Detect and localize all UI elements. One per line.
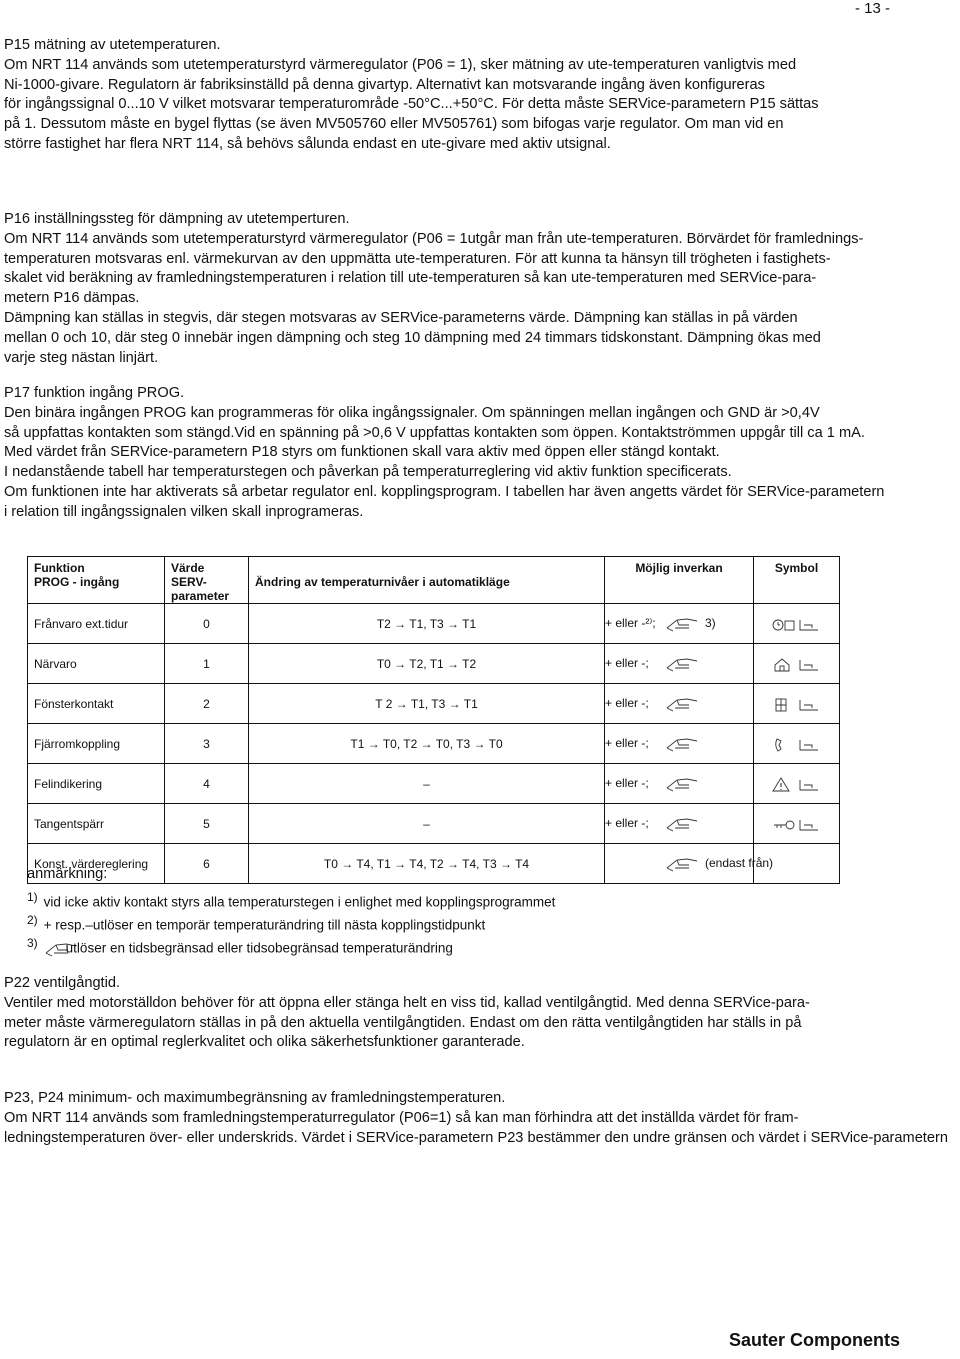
cell-andring: T 2 → T1, T3 → T1: [249, 684, 605, 724]
section-line: skalet vid beräkning av framledningstemperaturen i relation till ute-temperaturen så kan ute-temperaturen med SERVice-para-: [4, 270, 817, 287]
cell-symbol: [754, 724, 840, 764]
note-mark: 3): [27, 936, 38, 950]
cell-inverkan: [605, 804, 754, 844]
section-line: för ingångssignal 0...10 V vilket motsvarar temperaturområde -50°C...+50°C. För detta måste SERVice-parametern P15 sättas: [4, 96, 819, 113]
cell-inverkan: [605, 604, 754, 644]
cell-inverkan: [605, 724, 754, 764]
cell-symbol: [754, 804, 840, 844]
section-line: Dämpning kan ställas in stegvis, där stegen motsvaras av SERVice-parameterns värde. Dämpning kan ställas in på värden: [4, 309, 798, 326]
cell-varde: 6: [165, 844, 249, 884]
cell-inverkan: [605, 844, 774, 884]
hand-icon: [665, 696, 699, 712]
hand-icon: [665, 616, 699, 632]
section-line: Om NRT 114 används som utetemperaturstyrd värmeregulator (P06 = 1), sker mätning av ute-temperaturen vanligtvis med: [4, 56, 797, 73]
phone-icon: [772, 736, 822, 752]
note-text: + resp.–utlöser en temporär temperaturändring till nästa kopplingstidpunkt: [43, 917, 486, 933]
section-line: I nedanstående tabell har temperaturstegen och påverkan på temperaturreglering vid aktiv funktion specificerats.: [4, 464, 732, 481]
section-p22: [4, 974, 960, 1053]
cell-symbol: [754, 764, 840, 804]
section-line: metern P16 dämpas.: [4, 290, 140, 307]
page-number: - 13 -: [854, 0, 890, 17]
cell-varde: 0: [165, 604, 249, 644]
warning-icon: [772, 776, 822, 792]
cell-varde: 3: [165, 724, 249, 764]
section-line: Om funktionen inte har aktiverats så arbetar regulator enl. kopplingsprogram. I tabellen har även angetts värdet för SERVice-parametern: [4, 483, 885, 500]
inverkan-text: + eller -;: [605, 815, 649, 830]
cell-andring: T2 → T1, T3 → T1: [249, 604, 605, 644]
cell-varde: 1: [165, 644, 249, 684]
section-line: Ni-1000-givare. Regulatorn är fabriksinställd på denna givartyp. Alternativt kan motsvarande ingång även konfigureras: [4, 76, 765, 93]
hand-icon: [665, 856, 699, 872]
section-line: Om NRT 114 används som utetemperaturstyrd värmeregulator (P06 = 1utgår man från ute-temperaturen. Börvärdet för framlednings-: [4, 230, 864, 247]
note-item: [27, 932, 555, 955]
cell-andring: T1 → T0, T2 → T0, T3 → T0: [249, 724, 605, 764]
section-p23-p24: [4, 1089, 960, 1148]
cell-funktion: Konst. värdereglering: [28, 844, 165, 884]
section-line: P22 ventilgångtid.: [4, 975, 121, 991]
cell-inverkan: [605, 764, 754, 804]
section-line: P16 inställningssteg för dämpning av utetemperturen.: [4, 211, 350, 227]
inverkan-extra: 3): [705, 615, 716, 630]
section-line: mellan 0 och 10, där steg 0 innebär ingen dämpning och steg 10 dämpning med 24 timmars tidskonstant. Dämpning ökas med: [4, 329, 821, 346]
header-andring: Ändring av temperaturnivåer i automatikläge: [249, 557, 605, 604]
section-p15: [4, 36, 960, 155]
section-line: Ventiler med motorställdon behöver för att öppna eller stänga helt en viss tid, kallad ventilgångtid. Med denna SERVice-para-: [4, 994, 810, 1011]
notes-title: anmärkning:: [27, 866, 108, 882]
section-line: P23, P24 minimum- och maximumbegränsning av framledningstemperaturen.: [4, 1090, 506, 1106]
section-p17: [4, 384, 960, 523]
section-line: så uppfattas kontakten som stängd.Vid en spänning på >0,6 V uppfattas kontakten som öppen. Kontaktströmmen uppgår till ca 1 mA.: [4, 424, 865, 441]
hand-icon: [665, 656, 699, 672]
section-line: temperaturen motsvaras enl. värmekurvan av den uppmätta ute-temperaturen. För att kunna ta hänsyn till trögheten i fastighets-: [4, 250, 831, 267]
note-mark: 2): [27, 913, 38, 927]
header-inverkan: Möjlig inverkan: [605, 557, 754, 604]
hand-icon: [665, 776, 699, 792]
cell-varde: 5: [165, 804, 249, 844]
header-funktion: Funktion PROG - ingång: [28, 557, 165, 604]
cell-symbol: [754, 644, 840, 684]
note-text: utlöser en tidsbegränsad eller tidsobegränsad temperaturändring: [65, 940, 453, 956]
section-line: i relation till ingångssignalen vilken skall inprogrameras.: [4, 503, 364, 520]
cell-symbol: [754, 684, 840, 724]
table-row: [28, 804, 840, 844]
table-row: [28, 684, 840, 724]
clock-sun-icon: [772, 616, 822, 632]
cell-funktion: Felindikering: [28, 764, 165, 804]
section-line: regulatorn är en optimal reglerkvalitet och olika säkerhetsfunktioner garanterade.: [4, 1034, 525, 1051]
section-line: Om NRT 114 används som framledningstemperaturregulator (P06=1) så kan man förhindra att det inställda värdet för fram-: [4, 1109, 799, 1126]
section-line: varje steg nästan linjärt.: [4, 349, 159, 366]
cell-varde: 4: [165, 764, 249, 804]
cell-varde: 2: [165, 684, 249, 724]
hand-icon: [44, 941, 66, 957]
header-varde: Värde SERV- parameter: [165, 557, 249, 604]
footer-brand: Sauter Components: [728, 1330, 900, 1350]
cell-symbol: [754, 604, 840, 644]
note-item: [27, 909, 555, 932]
cell-funktion: Frånvaro ext.tidur: [28, 604, 165, 644]
section-line: meter måste värmeregulatorn ställas in på den aktuella ventilgångtiden. Endast om den rätta ventilgångtiden har ställs in på: [4, 1014, 802, 1031]
prog-function-table: [27, 556, 840, 884]
section-p16: [4, 210, 960, 368]
table-row: [28, 604, 840, 644]
inverkan-text: + eller -;: [605, 695, 649, 710]
section-line: på 1. Dessutom måste en bygel flyttas (se även MV505760 eller MV505761) som bifogas varje regulator. Om man vid en: [4, 116, 784, 133]
section-line: Med värdet från SERVice-parametern P18 styrs om funktionen skall vara aktiv med öppen eller stängd kontakt.: [4, 444, 720, 461]
section-line: P15 mätning av utetemperaturen.: [4, 37, 221, 53]
cell-andring: T0 → T4, T1 → T4, T2 → T4, T3 → T4: [249, 844, 605, 884]
inverkan-text: + eller -;: [605, 735, 649, 750]
section-line: Den binära ingången PROG kan programmeras för olika ingångssignaler. Om spänningen mellan ingången och GND är >0,4V: [4, 404, 820, 421]
table-row: [28, 724, 840, 764]
cell-funktion: Tangentspärr: [28, 804, 165, 844]
section-line: större fastighet har flera NRT 114, så behövs sålunda endast en ute-givare med aktiv utsignal.: [4, 135, 611, 152]
hand-icon: [665, 736, 699, 752]
inverkan-text: + eller -²⁾;: [605, 615, 656, 630]
table-row: [28, 644, 840, 684]
cell-andring: –: [249, 764, 605, 804]
house-icon: [772, 656, 822, 672]
cell-funktion: Fönsterkontakt: [28, 684, 165, 724]
note-text: vid icke aktiv kontakt styrs alla temperaturstegen i enlighet med kopplingsprogrammet: [43, 894, 556, 910]
note-mark: 1): [27, 890, 38, 904]
key-icon: [772, 816, 822, 832]
section-line: ledningstemperaturen över- eller underskrids. Värdet i SERVice-parametern P23 bestämmer den undre gränsen och värdet i SERVice-parametern: [4, 1129, 948, 1146]
inverkan-extra: (endast från): [705, 855, 774, 870]
inverkan-text: + eller -;: [605, 775, 649, 790]
hand-icon: [665, 816, 699, 832]
cell-funktion: Närvaro: [28, 644, 165, 684]
header-symbol: Symbol: [754, 557, 840, 604]
section-line: P17 funktion ingång PROG.: [4, 385, 185, 401]
cell-funktion: Fjärromkoppling: [28, 724, 165, 764]
notes-section: [27, 866, 555, 955]
table-header-row: [28, 557, 840, 604]
cell-inverkan: [605, 644, 754, 684]
table-row: [28, 764, 840, 804]
inverkan-text: + eller -;: [605, 655, 649, 670]
window-icon: [772, 696, 822, 712]
cell-andring: –: [249, 804, 605, 844]
cell-andring: T0 → T2, T1 → T2: [249, 644, 605, 684]
note-item: [27, 886, 555, 909]
cell-inverkan: [605, 684, 754, 724]
